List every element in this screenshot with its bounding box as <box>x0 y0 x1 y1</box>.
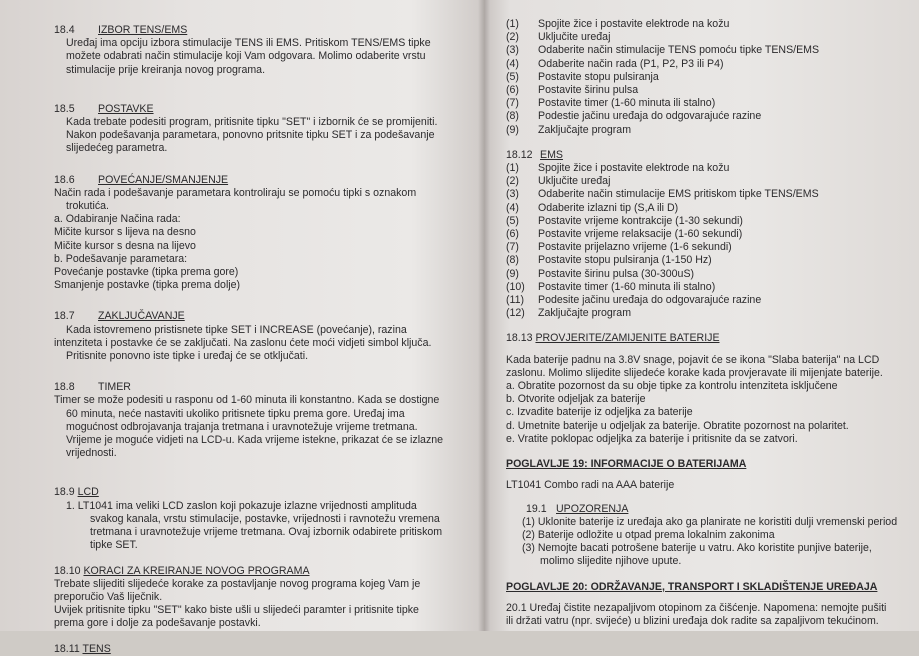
right-page <box>484 0 919 631</box>
list-item: (8) Podestie jačinu uređaja do odgovarajuće razine <box>506 110 762 123</box>
list-item: (6) Postavite vrijeme relaksacije (1-60 sekundi) <box>506 228 743 241</box>
list-item: (1) Spojite žice i postavite elektrode na kožu <box>506 18 730 30</box>
chapter-title: POGLAVLJE 20: ODRŽAVANJE, TRANSPORT I SKLADIŠTENJE UREĐAJA <box>506 580 878 593</box>
list-item: (3) Nemojte bacati potrošene baterije u vatru. Ako koristite punjive baterije, <box>522 542 872 555</box>
list-item: (9) Zaključajte program <box>506 123 632 136</box>
text-line: Smanjenje postavke (tipka prema dolje) <box>54 279 241 292</box>
tens-steps-list <box>506 18 906 137</box>
list-item: (2) Uključite uređaj <box>506 175 611 188</box>
list-item: (7) Postavite prijelazno vrijeme (1-6 sekundi) <box>506 241 732 254</box>
list-item: (6) Postavite širinu pulsa <box>506 84 639 97</box>
section-number: 18.11 <box>54 642 80 655</box>
list-item: (12) Zaključajte program <box>506 307 632 320</box>
section-18-6 <box>54 174 474 293</box>
text-line: b. Podešavanje parametara: <box>54 252 188 265</box>
section-title: POVEĆANJE/SMANJENJE <box>98 173 229 186</box>
list-item: (4) Odaberite način rada (P1, P2, P3 ili P4) <box>506 57 724 70</box>
list-item: (3) Odaberite način stimulacije TENS pomoću tipke TENS/EMS <box>506 44 820 57</box>
text-line: Uvijek pritisnite tipku "SET" kako biste ušli u slijedeći paramter i pritisnite tipke <box>54 604 419 617</box>
text-line: Vrijeme je moguće vidjeti na LCD-u. Kada vrijeme istekne, prikazat će se izlazne <box>66 434 444 447</box>
list-item: (2) Uključite uređaj <box>506 31 611 44</box>
section-number: 18.10 <box>54 564 81 577</box>
section-number: 18.4 <box>54 24 75 36</box>
text-line: Mičite kursor s desna na lijevo <box>54 239 196 252</box>
section-18-4 <box>54 24 474 77</box>
section-18-11 <box>54 643 474 656</box>
text-line: slijedećeg parametra. <box>66 142 168 155</box>
section-number: 18.12 <box>506 148 533 161</box>
list-item: (10) Postavite timer (1-60 minuta ili stalno) <box>506 280 716 293</box>
list-item: (9) Postavite širinu pulsa (30-300uS) <box>506 267 695 280</box>
list-item: (5) Postavite vrijeme kontrakcije (1-30 sekundi) <box>506 214 743 227</box>
text-line: c. Izvadite baterije iz odjeljka za baterije <box>506 406 693 419</box>
text-line: ili držati vatru (npr. svijeće) u blizini uređaja dok radite sa zapaljivom tekućinom. <box>506 614 879 627</box>
section-18-8 <box>54 381 474 460</box>
text-line: zaslonu. Molimo slijedite slijedeće korake kada provjeravate ili mijenjate baterije. <box>506 366 883 379</box>
list-item: (5) Postavite stopu pulsiranja <box>506 70 659 83</box>
list-item: (8) Postavite stopu pulsiranja (1-150 Hz) <box>506 254 712 267</box>
section-title: POSTAVKE <box>98 102 154 115</box>
section-number: 18.5 <box>54 102 75 115</box>
chapter-20 <box>506 581 906 629</box>
section-number: 18.6 <box>54 173 75 186</box>
text-line: Mičite kursor s lijeva na desno <box>54 226 196 239</box>
text-line: Povećanje postavke (tipka prema gore) <box>54 266 239 279</box>
text-line: Timer se može podesiti u rasponu od 1-60 minuta ili konstantno. Kada se dostigne <box>54 394 440 407</box>
text-line: Kada trebate podesiti program, pritisnite tipku "SET" i izbornik će se promijeniti. <box>66 116 438 129</box>
left-page-content <box>54 24 474 656</box>
right-page-content <box>506 18 906 628</box>
text-line: tipke SET. <box>90 539 138 552</box>
text-line: svakog kanala, vrstu stimulacije, postavke, vrijednosti i ravnotežu vremena <box>90 512 440 525</box>
section-number: 18.9 <box>54 486 75 499</box>
chapter-title: POGLAVLJE 19: INFORMACIJE O BATERIJAMA <box>506 458 747 471</box>
text-line: tretmana i uravnotežuje vrijeme tretmana. Ovaj izbornik odabirete pritiskom <box>90 526 443 539</box>
text-line: a. Odabiranje Načina rada: <box>54 213 181 226</box>
section-title: UPOZORENJA <box>556 502 629 515</box>
chapter-19 <box>506 458 906 568</box>
section-18-5 <box>54 103 474 156</box>
section-18-10 <box>54 565 474 631</box>
list-item: (1) Uklonite baterije iz uređaja ako ga planirate ne koristiti dulji vremenski period <box>522 515 898 528</box>
text-line: Pritisnite ponovno iste tipke i uređaj će se otključati. <box>66 350 309 363</box>
list-item: (11) Podesite jačinu uređaja do odgovarajuće razine <box>506 294 762 307</box>
text-line: 20.1 Uređaj čistite nezapaljivom otopinom za čišćenje. Napomena: nemojte pušiti <box>506 601 887 614</box>
section-title: TENS <box>82 642 111 655</box>
text-line: možete odabrati način stimulacije koji Vam odgovara. Molimo odaberite vrstu <box>66 50 426 63</box>
section-title: PROVJERITE/ZAMIJENITE BATERIJE <box>535 332 720 345</box>
section-number: 19.1 <box>526 502 547 515</box>
section-18-13 <box>506 332 906 446</box>
section-18-7 <box>54 310 474 363</box>
list-item: molimo slijedite njihove upute. <box>540 555 682 568</box>
list-item: (7) Postavite timer (1-60 minuta ili stalno) <box>506 97 716 110</box>
section-title: IZBOR TENS/EMS <box>98 24 188 36</box>
section-title: EMS <box>540 148 563 161</box>
text-line: Trebate slijediti slijedeće korake za postavljanje novog programa kojeg Vam je <box>54 577 421 590</box>
text-line: intenziteta i postavke će se zaključati. Na zaslonu ćete moći vidjeti simbol ključa. <box>54 336 432 349</box>
text-line: stimulacije prije kreiranja novog programa. <box>66 63 266 76</box>
section-title: KORACI ZA KREIRANJE NOVOG PROGRAMA <box>83 564 310 577</box>
text-line: Uređaj ima opciju izbora stimulacije TENS ili EMS. Pritiskom TENS/EMS tipke <box>66 37 431 50</box>
text-line: a. Obratite pozornost da su obje tipke za kontrolu intenziteta isključene <box>506 380 838 393</box>
section-number: 18.8 <box>54 381 75 394</box>
text-line: trokutića. <box>66 200 109 213</box>
text-line: e. Vratite poklopac odjeljka za baterije i pritisnite da se zatvori. <box>506 432 798 445</box>
list-item: (2) Baterije odložite u otpad prema lokalnim zakonima <box>522 528 775 541</box>
text-line: Način rada i podešavanje parametara kontroliraju se pomoću tipki s oznakom <box>54 186 417 199</box>
section-title: LCD <box>77 486 99 499</box>
section-title: ZAKLJUČAVANJE <box>98 310 185 323</box>
text-line: 1. LT1041 ima veliki LCD zaslon koji pokazuje izlazne vrijednosti amplituda <box>66 499 417 512</box>
list-item: (1) Spojite žice i postavite elektrode na kožu <box>506 162 730 175</box>
text-line: mogućnost odbrojavanja trajanja tretmana i uravnotežuje vrijeme tretmana. <box>66 420 418 433</box>
section-number: 18.13 <box>506 332 533 345</box>
section-18-12 <box>506 149 906 321</box>
text-line: b. Otvorite odjeljak za baterije <box>506 393 646 406</box>
list-item: (3) Odaberite način stimulacije EMS pritiskom tipke TENS/EMS <box>506 188 819 201</box>
section-number: 18.7 <box>54 310 75 323</box>
list-item: (4) Odaberite izlazni tip (S,A ili D) <box>506 201 679 214</box>
text-line: prema gore i dolje za podešavanje postavki. <box>54 617 261 630</box>
text-line: vrijednosti. <box>66 447 117 460</box>
text-line: Kada baterije padnu na 3.8V snage, pojavit će se ikona "Slaba baterija" na LCD <box>506 353 880 366</box>
text-line: Nakon podešavanja parametara, ponovno pritsnite tipku SET i za podešavanje <box>66 129 435 142</box>
section-18-9 <box>54 486 474 552</box>
text-line: d. Umetnite baterije u odjeljak za baterije. Obratite pozornost na polaritet. <box>506 419 849 432</box>
section-title: TIMER <box>98 381 131 394</box>
text-line: 60 minuta, neće nastaviti ukoliko pritisnete tipku prema gore. Uređaj ima <box>66 407 405 420</box>
text-line: preporučio Vaš liječnik. <box>54 590 163 603</box>
text-line: Kada istovremeno pristisnete tipke SET i INCREASE (povećanje), razina <box>66 323 407 336</box>
text-line: LT1041 Combo radi na AAA baterije <box>506 479 675 492</box>
